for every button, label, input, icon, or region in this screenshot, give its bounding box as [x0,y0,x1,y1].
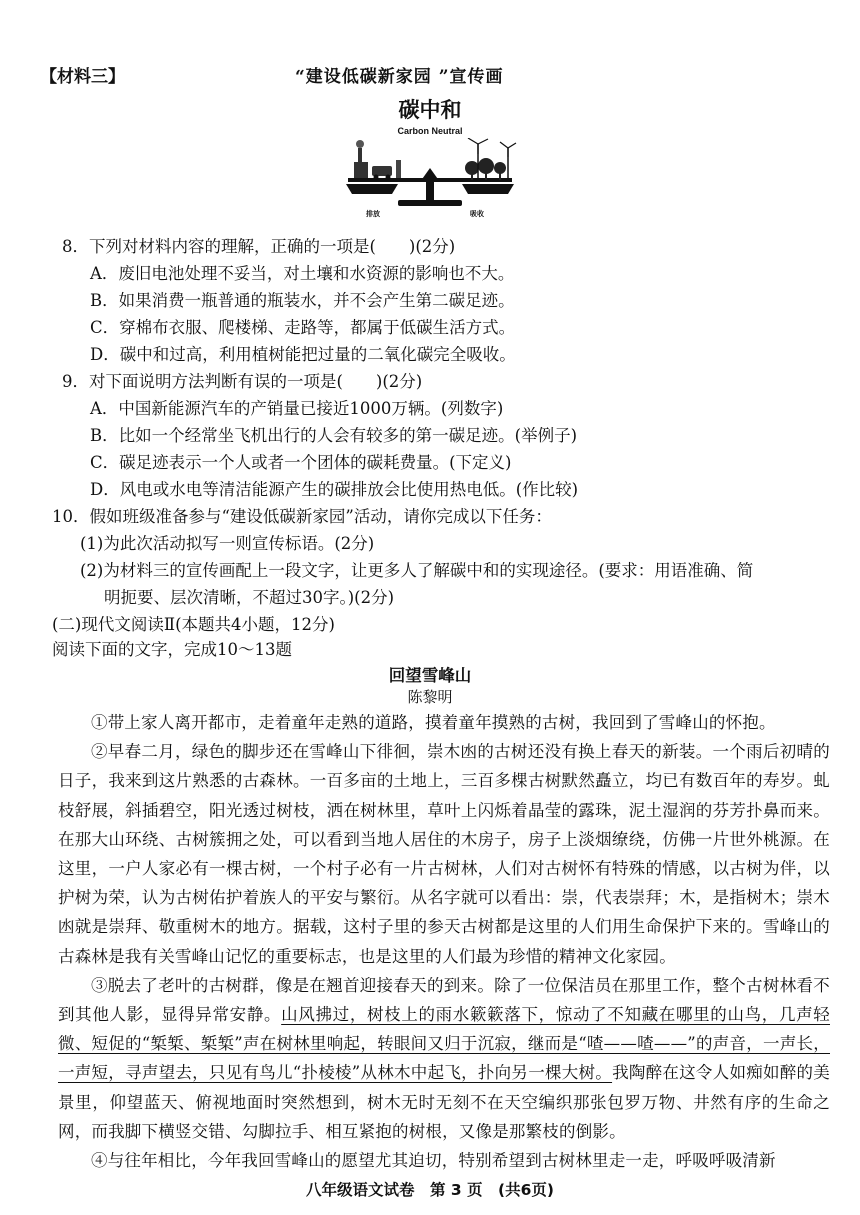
article-paragraph-1: ①带上家人离开都市，走着童年走熟的道路，摸着童年摸熟的古树，我回到了雪峰山的怀抱。 [91,713,776,732]
question-8-option-d: D．碳中和过高，利用植树能把过量的二氧化碳完全吸收。 [90,345,516,364]
balance-scale-illustration [338,138,522,218]
material-header [40,62,820,86]
question-8-stem: 8．下列对材料内容的理解，正确的一项是( )(2分) [62,237,456,256]
question-9-option-b: B．比如一个经常坐飞机出行的人会有较多的第一碳足迹。(举例子) [90,426,577,445]
question-8-option-b: B．如果消费一瓶普通的瓶装水，并不会产生第二碳足迹。 [90,291,515,310]
paragraph-3-end: 我陶醉在这令人如痴如醉的美景里，仰望蓝天、俯视地面时突然想到，树木无时无刻不在天空编织那张包罗万物、井然有序的生命之网，而我脚下横竖交错、勾脚拉手、相互紧抱的树根，又像是那繁枝的倒影。 [58,1063,831,1141]
question-8-option-a: A．废旧电池处理不妥当，对土壤和水资源的影响也不大。 [90,264,515,283]
question-10-task-1: (1)为此次活动拟写一则宣传标语。(2分) [80,534,375,553]
article-body [58,708,830,1175]
emission-label: 排放 [366,210,380,218]
carbon-neutral-poster [330,92,530,232]
section-heading: (二)现代文阅读Ⅱ(本题共4小题，12分) [52,615,335,634]
question-9-option-c: C．碳足迹表示一个人或者一个团体的碳耗费量。(下定义) [90,453,512,472]
question-9-option-a: A．中国新能源汽车的产销量已接近1000万辆。(列数字) [90,399,504,418]
poster-title: 碳中和 [398,98,462,122]
poster-caption: “建设低碳新家园 ”宣传画 [295,67,504,87]
article-paragraph-3 [58,971,830,1146]
poster-subtitle: Carbon Neutral [397,126,463,136]
underlined-passage: 山风拂过，树枝上的雨水簌簌落下，惊动了不知藏在哪里的山鸟，几声轻微、短促的“椠椠、椠椠”声在树林里响起，转眼间又归于沉寂，继而是“喳——喳——”的声音，一声长，一声短，寻声望去，只见有鸟儿“扑棱棱”从林木中起飞，扑向另一棵大树。 [58,1005,830,1083]
material-label: 【材料三】 [40,67,125,87]
paragraph-3-start: ③脱去了老叶的古树群，像是在翘首迎接春天的到来。除了一位保洁员在那里工作，整个古树林看不到其他人影，显得异常安静。 [58,975,830,1025]
article-author: 陈黎明 [407,688,453,706]
question-9-option-d: D．风电或水电等清洁能源产生的碳排放会比使用热电低。(作比较) [90,480,579,499]
question-10-task-2-cont: 明扼要、层次清晰，不超过30字。)(2分) [104,588,395,607]
question-8-option-c: C．穿棉布衣服、爬楼梯、走路等，都属于低碳生活方式。 [90,318,516,337]
question-10-task-2: (2)为材料三的宣传画配上一段文字，让更多人了解碳中和的实现途径。(要求：用语准确、简 [80,561,754,580]
article-paragraph-2: ②早春二月，绿色的脚步还在雪峰山下徘徊，崇木凼的古树还没有换上春天的新装。一个雨后初晴的日子，我来到这片熟悉的古森林。一百多亩的土地上，三百多棵古树默然矗立，均已有数百年的寿岁。虬枝舒展，斜插碧空，阳光透过树枝，洒在树林里，草叶上闪烁着晶莹的露珠，泥土湿润的芬芳扑鼻而来。在那大山环绕、古树簇拥之处，可以看到当地人居住的木房子，房子上淡烟缭绕，仿佛一片世外桃源。在这里，一户人家必有一棵古树，一个村子必有一片古树林，人们对古树怀有特殊的情感，以古树为伴，以护树为荣，认为古树佑护着族人的平安与繁衍。从名字就可以看出：崇，代表崇拜；木，是指树木；崇木凼就是崇拜、敬重树木的地方。据载，这村子里的参天古树都是这里的人们用生命保护下来的。雪峰山的古森林是我有关雪峰山记忆的重要标志，也是这里的人们最为珍惜的精神文化家园。 [58,742,830,966]
article-title: 回望雪峰山 [388,666,472,685]
question-10-stem: 10．假如班级准备参与“建设低碳新家园”活动，请你完成以下任务： [52,507,552,526]
absorption-label: 吸收 [470,210,484,218]
section-instruction: 阅读下面的文字，完成10～13题 [52,640,292,659]
page-footer: 八年级语文试卷 第 3 页 (共6页) [305,1181,555,1199]
article-paragraph-4: ④与往年相比，今年我回雪峰山的愿望尤其迫切，特别希望到古树林里走一走，呼吸呼吸清新 [91,1151,776,1171]
question-9-stem: 9．对下面说明方法判断有误的一项是( )(2分) [62,372,423,391]
